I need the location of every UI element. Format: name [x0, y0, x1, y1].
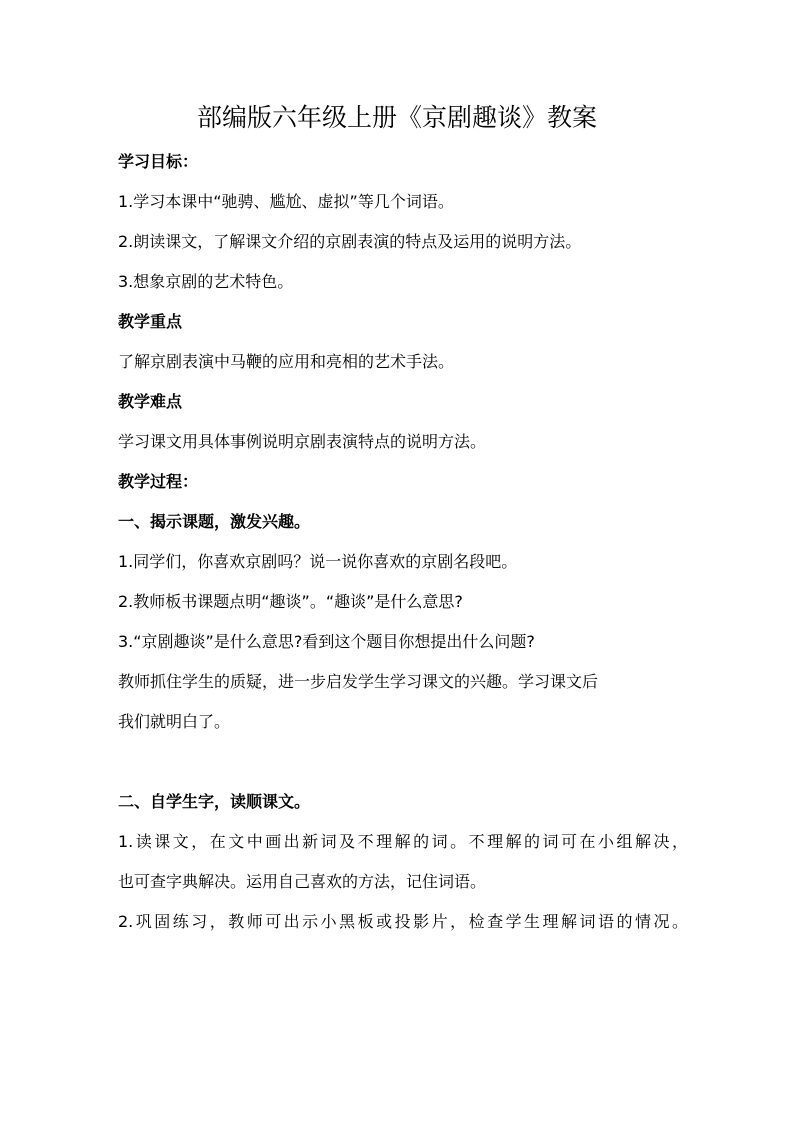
step1-item-3: 3.“京剧趣谈”是什么意思?看到这个题目你想提出什么问题? — [118, 632, 535, 651]
goal-item-3: 3.想象京剧的艺术特色。 — [118, 272, 294, 291]
goal-item-2: 2.朗读课文，了解课文介绍的京剧表演的特点及运用的说明方法。 — [118, 232, 582, 251]
step1-item-1: 1.同学们，你喜欢京剧吗？说一说你喜欢的京剧名段吧。 — [118, 552, 518, 571]
step-heading-2: 二、自学生字，读顺课文。 — [118, 792, 311, 811]
step1-item-2: 2.教师板书课题点明“趣谈”。“趣谈”是什么意思? — [118, 592, 463, 611]
step2-item-1-line-1: 1.读课文，在文中画出新词及不理解的词。不理解的词可在小组解决， — [118, 832, 688, 851]
key-points-text: 了解京剧表演中马鞭的应用和亮相的艺术手法。 — [118, 352, 455, 371]
step-heading-1: 一、揭示课题，激发兴趣。 — [118, 512, 311, 531]
difficulties-text: 学习课文用具体事例说明京剧表演特点的说明方法。 — [118, 432, 487, 451]
goal-item-1: 1.学习本课中“驰骋、尴尬、虚拟”等几个词语。 — [118, 192, 454, 211]
step2-item-2: 2.巩固练习，教师可出示小黑板或投影片，检查学生理解词语的情况。 — [118, 912, 688, 931]
section-heading-learning-goals: 学习目标： — [118, 152, 199, 171]
section-heading-difficulties: 教学难点 — [118, 392, 183, 411]
step2-item-1-line-2: 也可查字典解决。运用自己喜欢的方法，记住词语。 — [118, 872, 487, 891]
section-heading-key-points: 教学重点 — [118, 312, 183, 331]
step1-paragraph-line-1: 教师抓住学生的质疑，进一步启发学生学习课文的兴趣。学习课文后 — [118, 672, 599, 691]
section-heading-process: 教学过程： — [118, 472, 199, 491]
step1-paragraph-line-2: 我们就明白了。 — [118, 712, 231, 731]
document-title: 部编版六年级上册《京剧趣谈》教案 — [196, 103, 597, 132]
